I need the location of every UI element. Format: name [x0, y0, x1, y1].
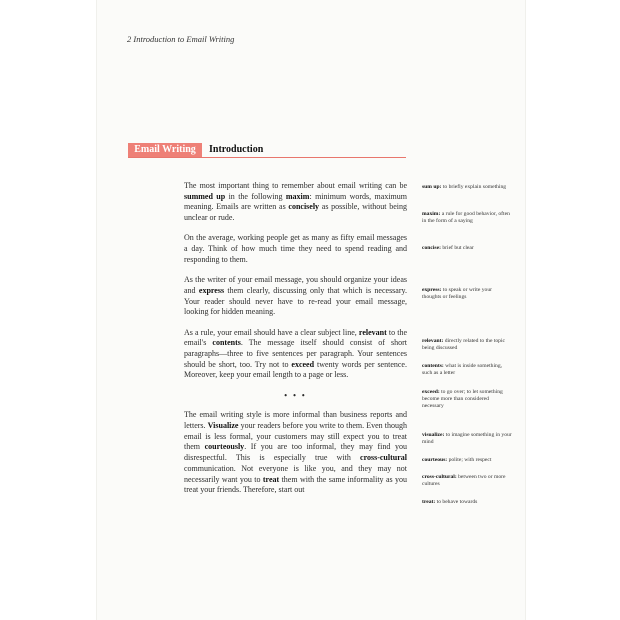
- running-head: 2 Introduction to Email Writing: [127, 34, 235, 44]
- paragraph: [184, 233, 407, 265]
- glossed-word: maxim: [285, 191, 310, 201]
- gloss-term: concise:: [422, 245, 441, 251]
- gloss-term: relevant:: [422, 338, 444, 344]
- gloss-term: contents:: [422, 363, 444, 369]
- gloss-definition: brief but clear: [442, 245, 474, 251]
- gloss-definition: directly related to the topic being discussed: [422, 338, 506, 352]
- glossed-word: summed up: [184, 191, 226, 201]
- glossed-word: relevant: [358, 327, 387, 337]
- gloss-item: [422, 287, 512, 301]
- gloss-term: exceed:: [422, 389, 440, 395]
- gloss-definition: polite; with respect: [448, 457, 492, 463]
- text-run: in the following: [225, 191, 286, 201]
- glossed-word: express: [198, 285, 225, 295]
- section-separator: • • •: [284, 390, 307, 400]
- gloss-definition: a rule for good behavior, often in the form of a saying: [422, 211, 510, 225]
- gloss-term: express:: [422, 287, 442, 293]
- text-run: to the email's: [184, 327, 408, 348]
- glossed-word: contents: [212, 338, 241, 348]
- glossed-word: concisely: [288, 202, 320, 212]
- gloss-item: [422, 499, 512, 506]
- text-run: . The message itself should consist of short paragraphs—three to five sentences per paragraph. Your sentences should be short, too. Try not to: [184, 338, 407, 369]
- gloss-term: courteous:: [422, 457, 448, 463]
- section-tag: Email Writing: [128, 143, 202, 157]
- gloss-term: sum up:: [422, 184, 442, 190]
- gloss-item: [422, 363, 512, 377]
- gloss-definition: to briefly explain something: [442, 184, 507, 190]
- text-run: communication. Not everyone is like you, and they may not necessarily want you to: [184, 463, 407, 484]
- section-title: Introduction: [209, 144, 264, 155]
- gloss-term: maxim:: [422, 211, 441, 217]
- gloss-definition: between two or more cultures: [422, 474, 506, 488]
- paragraph: [184, 181, 407, 224]
- text-run: The most important thing to remember about email writing can be: [184, 181, 407, 190]
- gloss-item: [422, 432, 512, 446]
- gloss-item: [422, 245, 512, 252]
- text-run: . If you are too informal, they may find you disrespectful. This is especially true with: [184, 442, 408, 463]
- paragraph: [184, 328, 407, 382]
- paragraph: [184, 410, 407, 496]
- text-run: twenty words per sentence. Moreover, keep your email length to a page or less.: [184, 359, 407, 380]
- gloss-definition: to imagine something in your mind: [422, 432, 512, 446]
- gloss-item: [422, 338, 512, 352]
- text-run: as possible, without being unclear or rude.: [184, 202, 407, 223]
- text-run: As a rule, your email should have a clear subject line,: [184, 327, 359, 337]
- glossed-word: Visualize: [207, 421, 239, 431]
- section-heading: [128, 143, 406, 158]
- gloss-definition: to behave towards: [436, 499, 478, 505]
- gloss-term: treat:: [422, 499, 436, 505]
- gloss-item: [422, 474, 512, 488]
- glossed-word: exceed: [291, 359, 315, 369]
- glossed-word: treat: [262, 474, 280, 484]
- glossed-word: courteously: [204, 442, 245, 452]
- text-run: them clearly, discussing only that which is necessary. Your reader should never have to re-read your email message, looking for hidden meaning.: [184, 285, 407, 317]
- text-run: them with the same informality as you treat your friends. Therefore, start out: [184, 474, 407, 495]
- paragraph: [184, 275, 407, 318]
- body-text: [184, 181, 407, 506]
- gloss-item: [422, 184, 512, 191]
- gloss-term: cross-cultural:: [422, 474, 457, 480]
- gloss-definition: what is inside something, such as a letter: [422, 363, 503, 377]
- text-run: The email writing style is more informal than business reports and letters.: [184, 410, 407, 431]
- gloss-item: [422, 211, 512, 225]
- text-run: your readers before you write to them. Even though email is less formal, your customers may still expect you to treat them: [184, 421, 408, 452]
- gloss-definition: to speak or write your thoughts or feelings: [422, 287, 492, 301]
- text-run: : minimum words, maximum meaning. Emails are written as: [184, 191, 407, 212]
- gloss-item: [422, 457, 512, 464]
- text-run: On the average, working people get as many as fifty email messages a day. Think of how much time they need to spend reading and responding to them.: [184, 233, 407, 264]
- gloss-term: visualize:: [422, 432, 445, 438]
- glossed-word: cross-cultural: [360, 453, 407, 463]
- text-run: As the writer of your email message, you should organize your ideas and: [184, 275, 407, 295]
- gloss-item: [422, 389, 512, 411]
- gloss-definition: to go over; to let something become more than considered necessary: [422, 389, 503, 410]
